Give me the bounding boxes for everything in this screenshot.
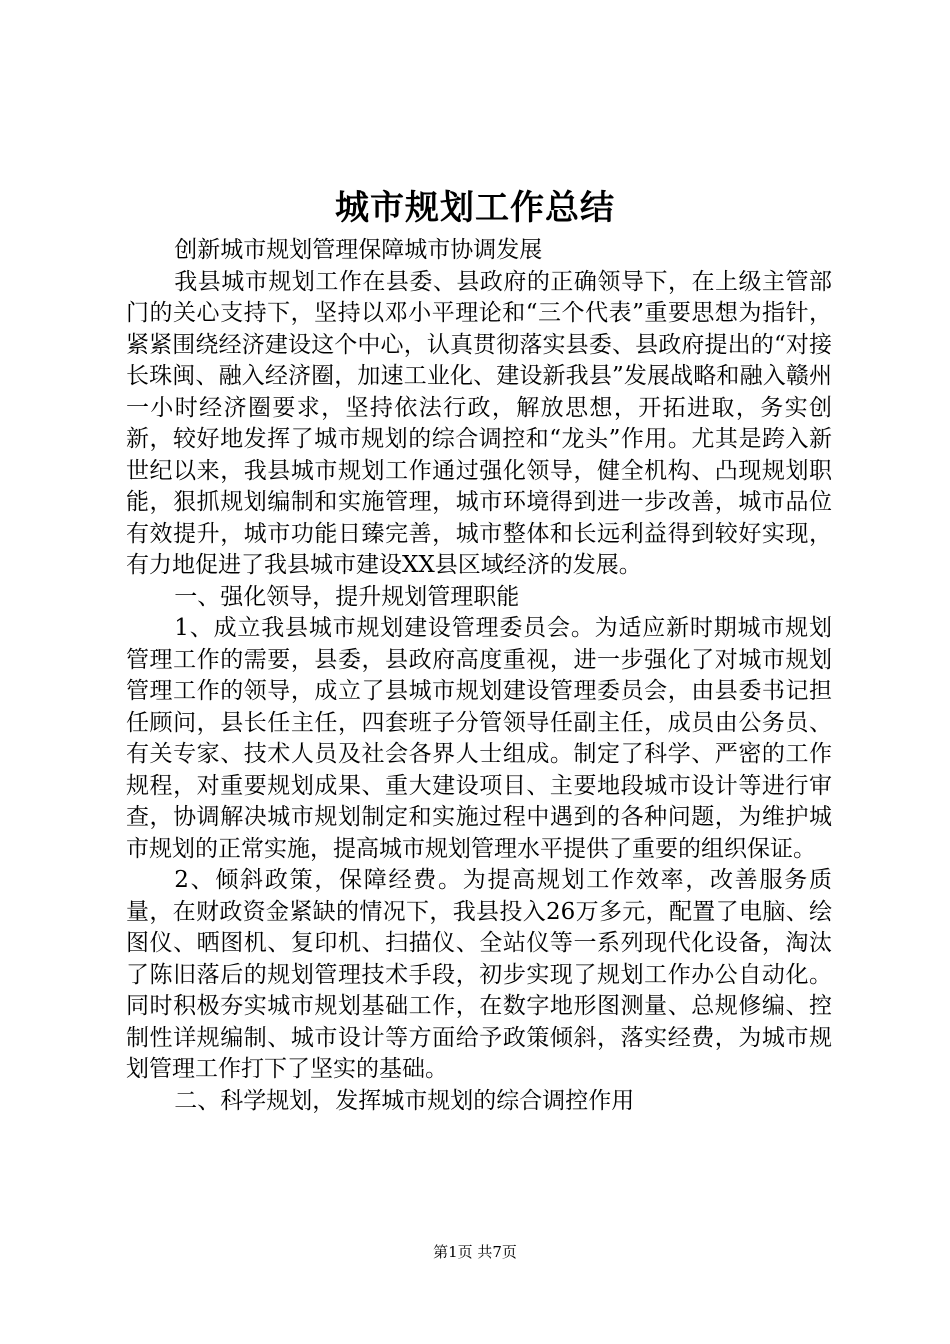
intro-paragraph: 我县城市规划工作在县委、县政府的正确领导下，在上级主管部门的关心支持下，坚持以邓小平理论和“三个代表”重要思想为指针，紧紧围绕经济建设这个中心，认真贯彻落实县委、县政府提出的“对接长珠闽、融入经济圈，加速工业化、建设新我县”发展战略和融入赣州一小时经济圈要求，坚持依法行政，解放思想，开拓进取，务实创新，较好地发挥了城市规划的综合调控和“龙头”作用。尤其是跨入新世纪以来，我县城市规划工作通过强化领导，健全机构、凸现规划职能，狠抓规划编制和实施管理，城市环境得到进一步改善，城市品位有效提升，城市功能日臻完善，城市整体和长远利益得到较好实现，有力地促进了我县城市建设XX县区域经济的发展。 — [126, 268, 832, 578]
body-paragraph: 2、倾斜政策，保障经费。为提高规划工作效率，改善服务质量，在财政资金紧缺的情况下，我县投入26万多元，配置了电脑、绘图仪、晒图机、复印机、扫描仪、全站仪等一系列现代化设备，淘汰了陈旧落后的规划管理技术手段，初步实现了规划工作办公自动化。同时积极夯实城市规划基础工作，在数字地形图测量、总规修编、控制性详规编制、城市设计等方面给予政策倾斜，落实经费，为城市规划管理工作打下了坚实的基础。 — [126, 867, 832, 1082]
body-paragraph: 1、成立我县城市规划建设管理委员会。为适应新时期城市规划管理工作的需要，县委，县政府高度重视，进一步强化了对城市规划管理工作的领导，成立了县城市规划建设管理委员会，由县委书记担任顾问，县长任主任，四套班子分管领导任副主任，成员由公务员、有关专家、技术人员及社会各界人士组成。制定了科学、严密的工作规程，对重要规划成果、重大建设项目、主要地段城市设计等进行审查，协调解决城市规划制定和实施过程中遇到的各种问题，为维护城市规划的正常实施，提高城市规划管理水平提供了重要的组织保证。 — [126, 615, 832, 862]
page-indicator: 第1页 共7页 — [433, 1243, 517, 1261]
subtitle-paragraph: 创新城市规划管理保障城市协调发展 — [174, 237, 543, 263]
section-heading-1: 一、强化领导，提升规划管理职能 — [174, 583, 520, 610]
document-body — [126, 235, 832, 1117]
page-title: 城市规划工作总结 — [335, 188, 615, 228]
section-heading-2: 二、科学规划，发挥城市规划的综合调控作用 — [174, 1087, 635, 1114]
page-footer — [0, 1242, 950, 1262]
